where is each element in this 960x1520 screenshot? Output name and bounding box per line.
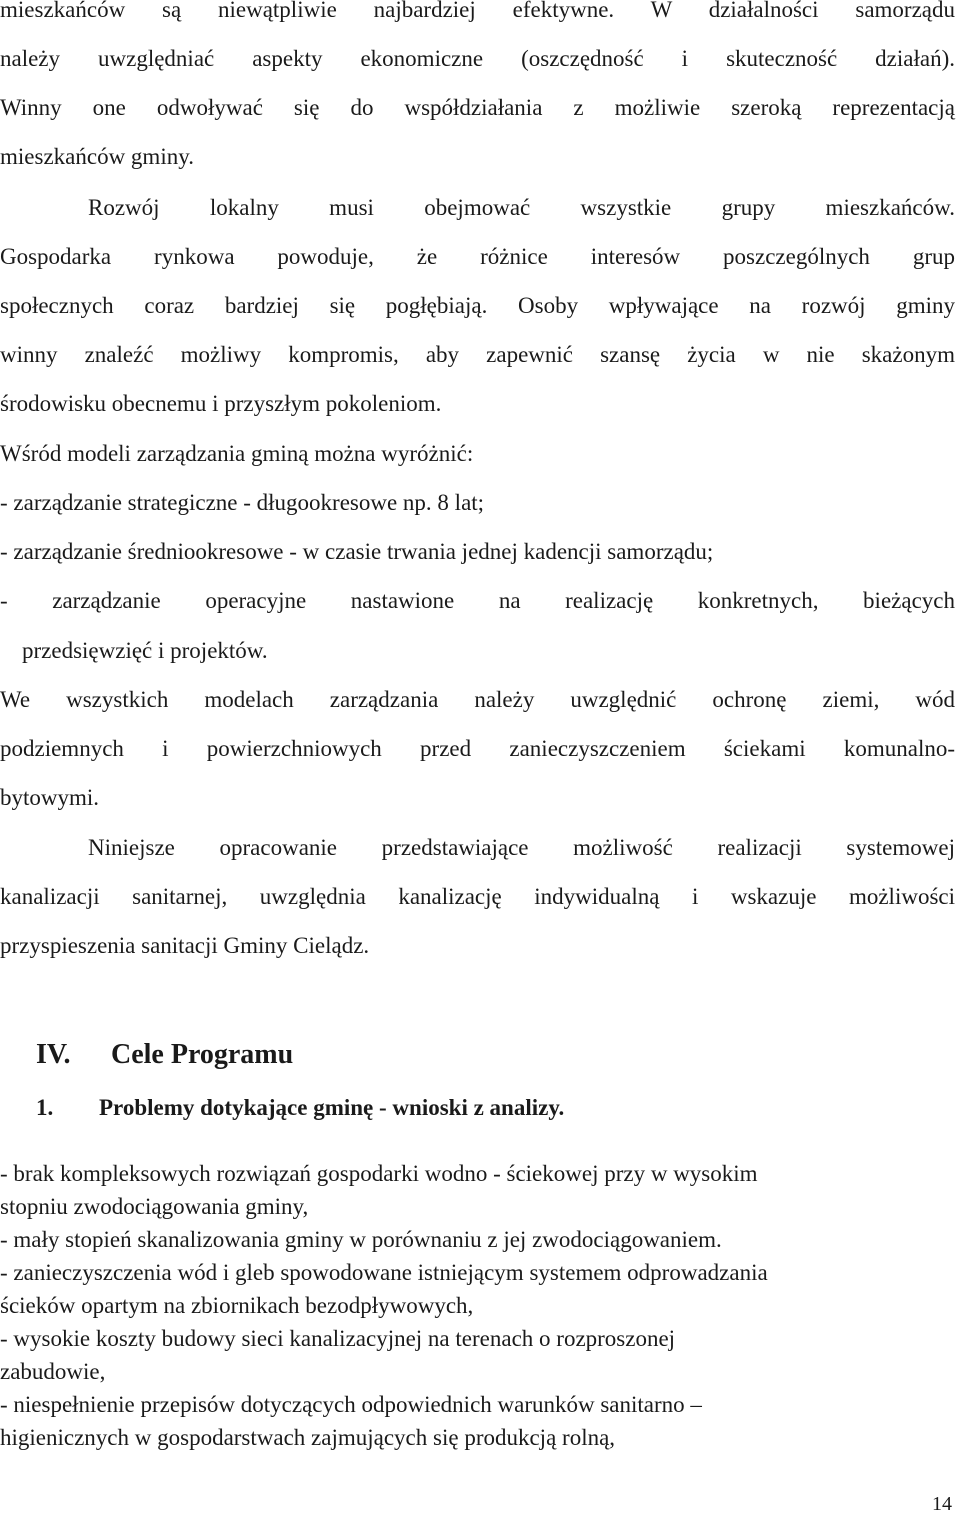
list-item: - zarządzanie strategiczne - długookresowe np. 8 lat; xyxy=(0,490,485,515)
list-item: - mały stopień skanalizowania gminy w porównaniu z jej zwodociągowaniem. xyxy=(0,1227,722,1252)
text-line: mieszkańców gminy. xyxy=(0,144,194,169)
text-line: winny znaleźć możliwy kompromis, aby zapewnić szansę życia w nie skażonym xyxy=(0,342,955,367)
list-item: zabudowie, xyxy=(0,1359,106,1384)
list-item: - zarządzanie średniookresowe - w czasie trwania jednej kadencji samorządu; xyxy=(0,539,714,564)
text-line: przyspieszenia sanitacji Gminy Cielądz. xyxy=(0,933,370,958)
chapter-title: Cele Programu xyxy=(111,1039,294,1070)
text-line: należy uwzględniać aspekty ekonomiczne (oszczędność i skuteczność działań). xyxy=(0,46,955,71)
list-item: - brak kompleksowych rozwiązań gospodarki wodno - ściekowej przy w wysokim xyxy=(0,1161,758,1186)
text-line: Gospodarka rynkowa powoduje, że różnice interesów poszczególnych grup xyxy=(0,244,955,269)
text-line: społecznych coraz bardziej się pogłębiają. Osoby wpływające na rozwój gminy xyxy=(0,293,955,318)
text-line: Winny one odwoływać się do współdziałania z możliwie szeroką reprezentacją xyxy=(0,95,955,120)
list-item: - niespełnienie przepisów dotyczących odpowiednich warunków sanitarno – xyxy=(0,1392,702,1417)
text-line: We wszystkich modelach zarządzania należy uwzględnić ochronę ziemi, wód xyxy=(0,687,955,712)
section-number: 1. xyxy=(36,1095,54,1120)
section-heading xyxy=(36,1094,564,1122)
list-item: higienicznych w gospodarstwach zajmujących się produkcją rolną, xyxy=(0,1425,616,1450)
list-item: - zarządzanie operacyjne nastawione na realizację konkretnych, bieżących xyxy=(0,588,955,613)
text-line: Rozwój lokalny musi obejmować wszystkie grupy mieszkańców. xyxy=(88,195,955,220)
list-item: - wysokie koszty budowy sieci kanalizacyjnej na terenach o rozproszonej xyxy=(0,1326,676,1351)
text-line: środowisku obecnemu i przyszłym pokoleniom. xyxy=(0,391,442,416)
chapter-number: IV. xyxy=(36,1039,71,1070)
text-line: bytowymi. xyxy=(0,785,100,810)
text-line: kanalizacji sanitarnej, uwzględnia kanalizację indywidualną i wskazuje możliwości xyxy=(0,884,955,909)
list-item: stopniu zwodociągowania gminy, xyxy=(0,1194,309,1219)
page-number: 14 xyxy=(932,1493,952,1515)
section-title: Problemy dotykające gminę - wnioski z analizy. xyxy=(99,1095,565,1120)
list-item: - zanieczyszczenia wód i gleb spowodowane istniejącym systemem odprowadzania xyxy=(0,1260,768,1285)
text-line: podziemnych i powierzchniowych przed zanieczyszczeniem ściekami komunalno- xyxy=(0,736,955,761)
list-intro: Wśród modeli zarządzania gminą można wyróżnić: xyxy=(0,441,474,466)
list-item: ścieków opartym na zbiornikach bezodpływowych, xyxy=(0,1293,474,1318)
text-line: mieszkańców są niewątpliwie najbardziej efektywne. W działalności samorządu xyxy=(0,0,955,22)
list-item-continuation: przedsięwzięć i projektów. xyxy=(22,638,268,663)
text-line: Niniejsze opracowanie przedstawiające możliwość realizacji systemowej xyxy=(88,835,955,860)
chapter-heading xyxy=(36,1038,293,1072)
